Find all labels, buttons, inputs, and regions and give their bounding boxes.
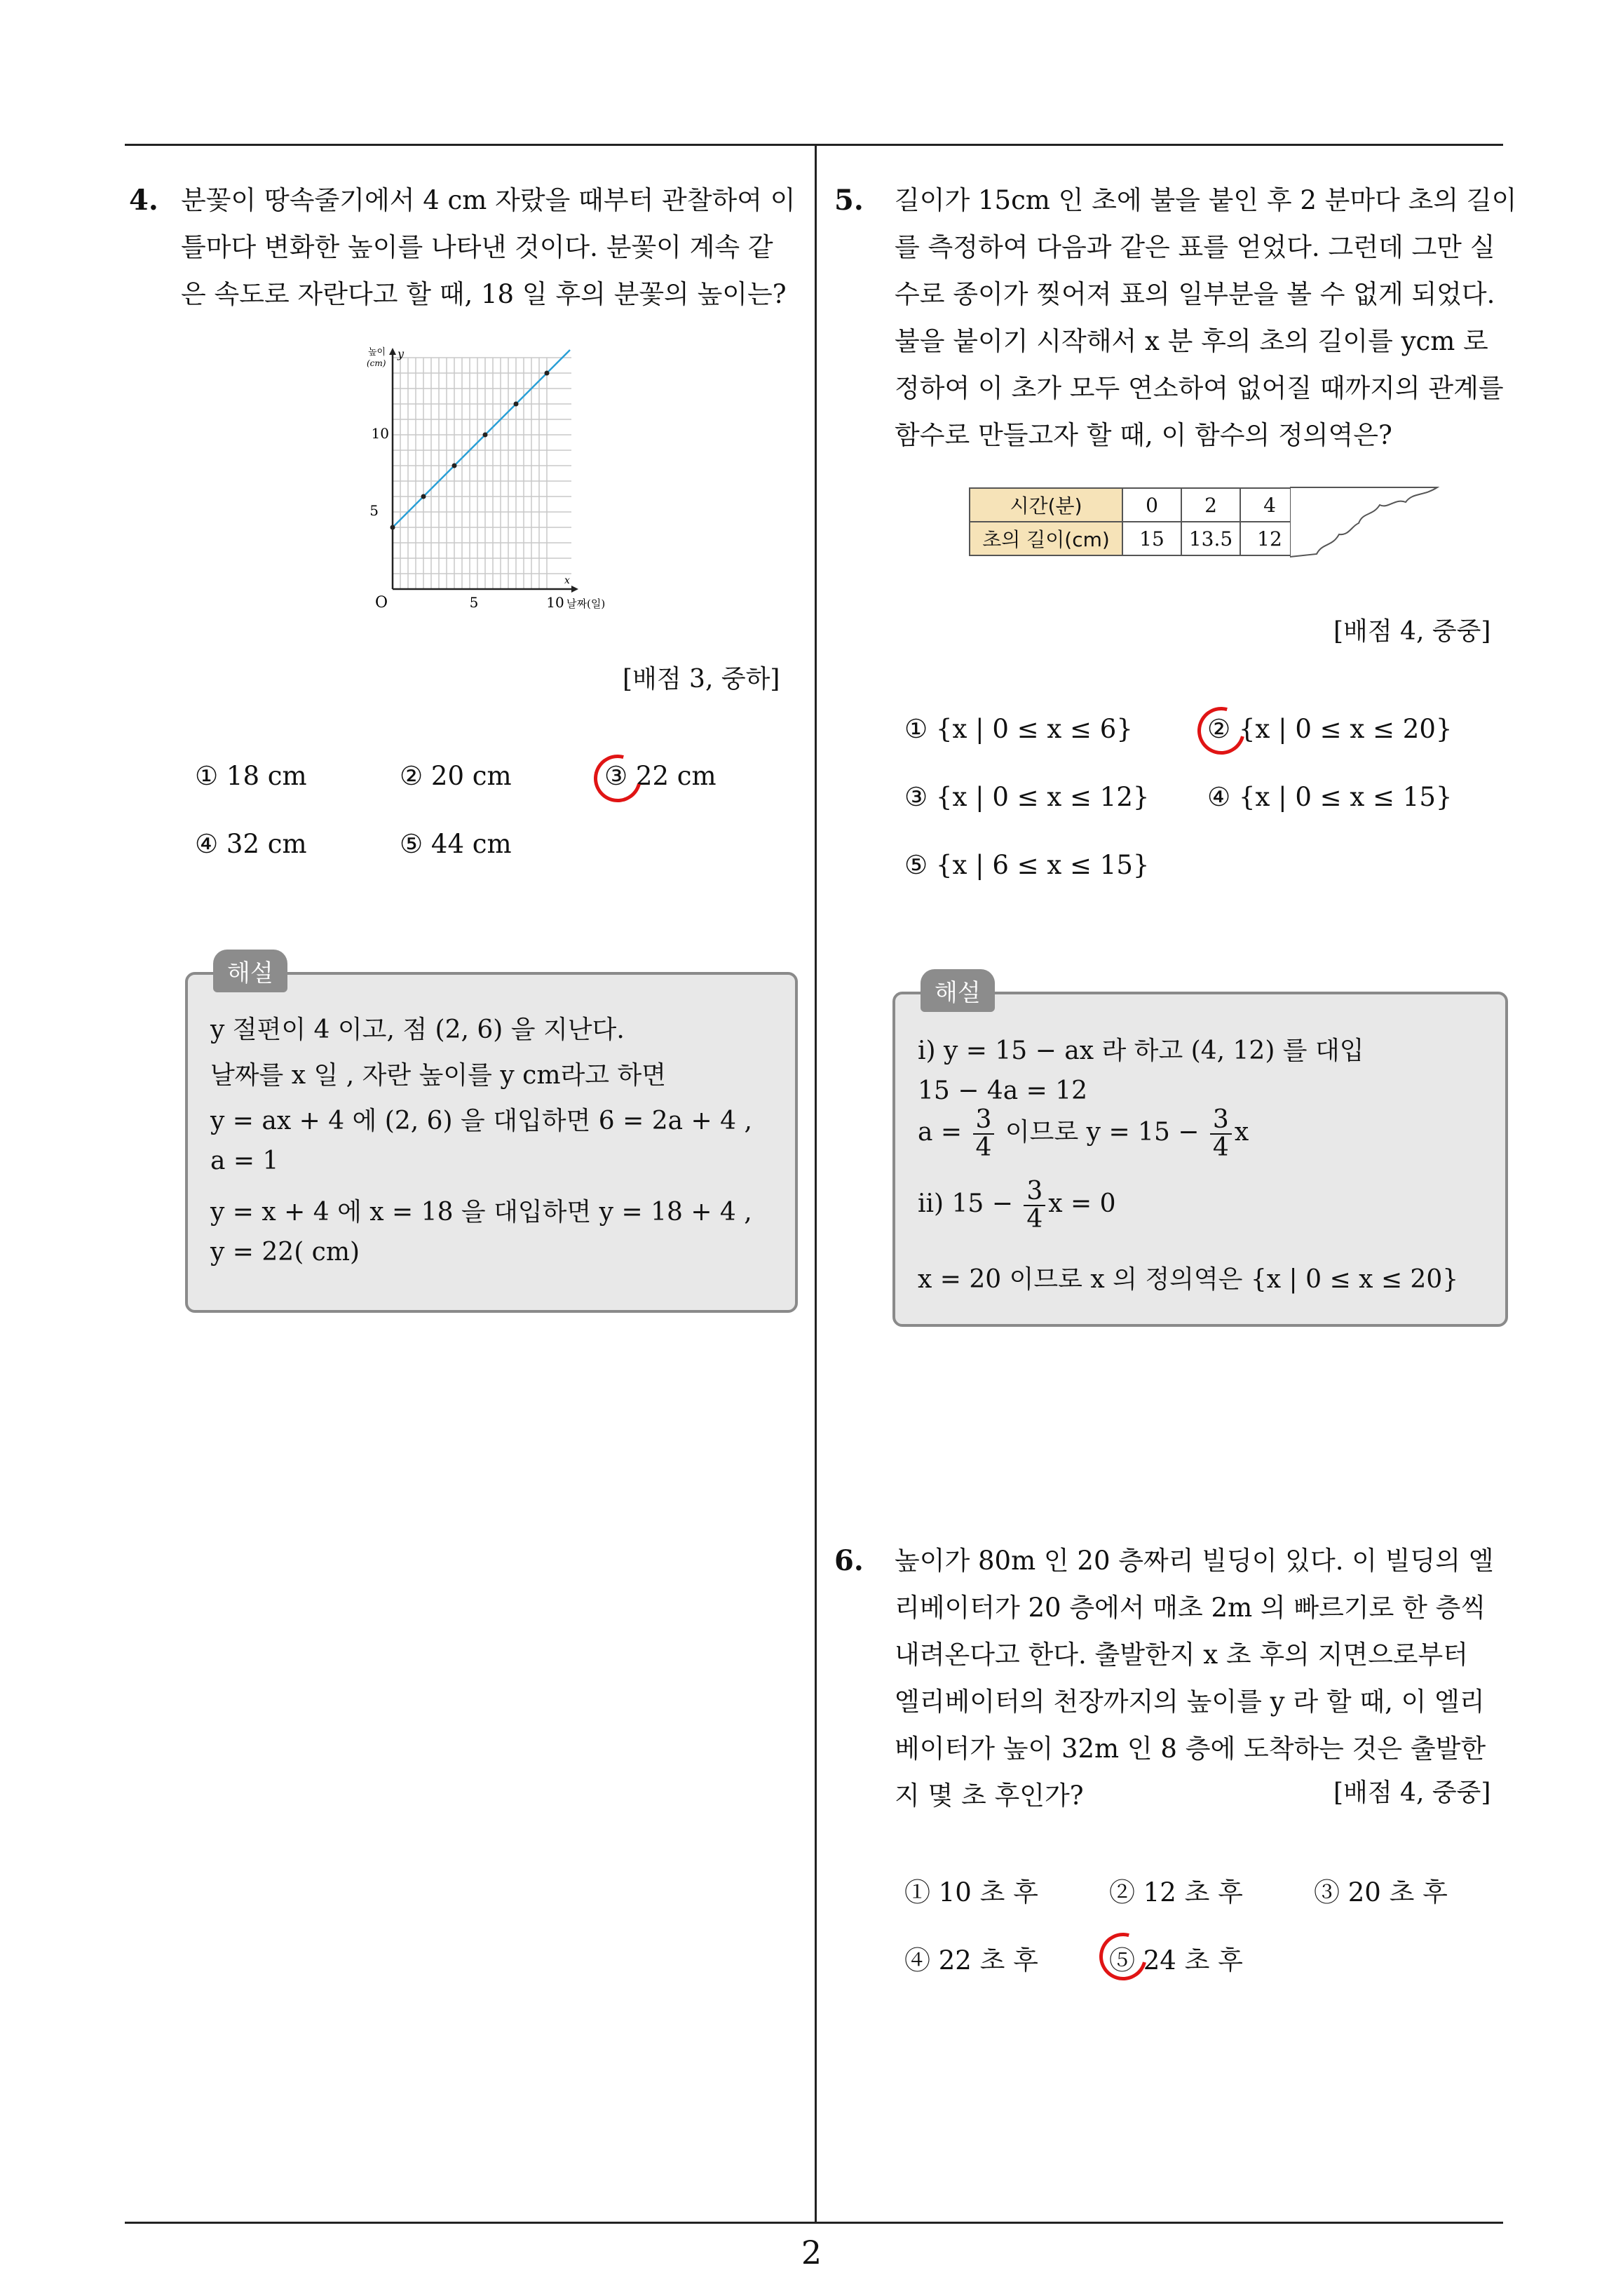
graph-x-label: 날짜(일) (566, 597, 606, 610)
question-5-choice-1[interactable]: ① {x | 0 ≤ x ≤ 6} (904, 714, 1133, 744)
solution-tag: 해설 (213, 950, 287, 992)
question-4-solution-box (185, 959, 798, 1313)
question-4-score: [배점 3, 중하] (623, 665, 780, 694)
column-divider (815, 144, 817, 2222)
question-5-line: 불을 붙이기 시작해서 x 분 후의 초의 길이를 ycm 로 (895, 326, 1488, 356)
question-5-number: 5. (834, 184, 864, 217)
table-cell: 0 (1122, 488, 1181, 522)
question-6-line: 높이가 80m 인 20 층짜리 빌딩이 있다. 이 빌딩의 엘 (895, 1546, 1494, 1576)
graph-y-tick: 10 (371, 425, 389, 442)
graph-y-label: 높이 (368, 347, 386, 358)
graph-grid (393, 358, 571, 589)
question-6-score: [배점 4, 중중] (1333, 1778, 1491, 1807)
fraction-denominator: 4 (975, 1133, 992, 1162)
table-cell: 12 (1240, 522, 1299, 555)
question-5-text (895, 177, 1517, 459)
graph-x-var: x (564, 575, 570, 586)
answer-circle-icon (1091, 1924, 1156, 1990)
question-4-line: 틀마다 변화한 높이를 나타낸 것이다. 분꽃이 계속 같 (181, 232, 773, 262)
solution-line (918, 1178, 1116, 1233)
question-4-choice-5[interactable]: ⑤ 44 cm (400, 829, 512, 859)
question-5-line: 길이가 15cm 인 초에 불을 붙인 후 2 분마다 초의 길이 (895, 185, 1517, 215)
question-6-line: 엘리베이터의 천장까지의 높이를 y 라 할 때, 이 엘리 (895, 1687, 1485, 1717)
solution-line (918, 1107, 1249, 1161)
table-cell: 2 (1181, 488, 1240, 522)
question-6-choice-1[interactable]: ① 10 초 후 (904, 1877, 1038, 1907)
fraction (973, 1107, 995, 1161)
question-6-line: 지 몇 초 후인가? (895, 1781, 1084, 1811)
solution-line: y = ax + 4 에 (2, 6) 을 대입하면 6 = 2a + 4 , (210, 1107, 752, 1135)
solution-line: y 절편이 4 이고, 점 (2, 6) 을 지난다. (210, 1015, 625, 1044)
question-4-text (181, 177, 798, 318)
question-6-choice-3[interactable]: ③ 20 초 후 (1314, 1877, 1448, 1907)
question-6-line: 베이터가 높이 32m 인 8 층에 도착하는 것은 출발한 (895, 1734, 1486, 1764)
question-6-choice-4[interactable]: ④ 22 초 후 (904, 1945, 1038, 1976)
solution-line: y = 22( cm) (210, 1238, 360, 1267)
question-5-choice-5[interactable]: ⑤ {x | 6 ≤ x ≤ 15} (904, 850, 1150, 880)
solution-text: 이므로 y = 15 − (1005, 1117, 1200, 1147)
solution-tag: 해설 (921, 969, 995, 1012)
fraction-numerator: 3 (1024, 1178, 1045, 1206)
question-6-line: 내려온다고 한다. 출발한지 x 초 후의 지면으로부터 (895, 1640, 1469, 1670)
fraction-numerator: 3 (1210, 1107, 1232, 1135)
growth-graph (361, 344, 627, 617)
graph-x-tick: 10 (546, 594, 564, 611)
solution-text: a = (918, 1117, 963, 1147)
answer-circle-icon (585, 746, 651, 811)
x-axis-arrow-icon (571, 586, 578, 593)
answer-circle-icon (1189, 698, 1254, 764)
question-6-choice-2[interactable]: ② 12 초 후 (1109, 1877, 1243, 1907)
question-5-choice-3[interactable]: ③ {x | 0 ≤ x ≤ 12} (904, 782, 1150, 812)
graph-y-tick: 5 (369, 502, 379, 519)
table-head: 시간(분) (970, 488, 1122, 522)
question-6-number: 6. (834, 1544, 864, 1577)
question-5-line: 를 측정하여 다음과 같은 표를 얻었다. 그런데 그만 실 (895, 232, 1495, 262)
question-4-choice-1[interactable]: ① 18 cm (195, 761, 307, 791)
graph-x-tick: 5 (469, 594, 479, 611)
table-cell: 15 (1122, 522, 1181, 555)
question-5-choice-4[interactable]: ④ {x | 0 ≤ x ≤ 15} (1207, 782, 1453, 812)
question-4-choice-4[interactable]: ④ 32 cm (195, 829, 307, 859)
graph-y-unit: (cm) (367, 358, 386, 368)
question-5-line: 정하여 이 초가 모두 연소하여 없어질 때까지의 관계를 (895, 373, 1504, 403)
y-axis-arrow-icon (389, 348, 396, 355)
question-6-line: 리베이터가 20 층에서 매초 2m 의 빠르기로 한 층씩 (895, 1593, 1486, 1623)
question-4-line: 은 속도로 자란다고 할 때, 18 일 후의 분꽃의 높이는? (181, 279, 787, 309)
solution-text: x = 0 (1048, 1189, 1116, 1218)
graph-origin: O (375, 594, 388, 612)
page-number: 2 (801, 2234, 822, 2271)
question-5-choice-2[interactable]: ② {x | 0 ≤ x ≤ 20} (1207, 714, 1453, 744)
solution-line: a = 1 (210, 1147, 279, 1175)
growth-line (393, 350, 570, 527)
solution-line: ⅰ) y = 15 − ax 라 하고 (4, 12) 를 대입 (918, 1036, 1364, 1065)
fraction-denominator: 4 (1026, 1204, 1043, 1234)
question-5-line: 수로 종이가 찢어져 표의 일부분을 볼 수 없게 되었다. (895, 279, 1495, 309)
solution-line: 날짜를 x 일 , 자란 높이를 y cm라고 하면 (210, 1061, 667, 1090)
table-cell: 4 (1240, 488, 1299, 522)
question-4-choice-2[interactable]: ② 20 cm (400, 761, 512, 791)
question-4-number: 4. (129, 184, 158, 217)
question-6-choice-5[interactable]: ⑤ 24 초 후 (1109, 1945, 1243, 1976)
question-4-choice-3[interactable]: ③ 22 cm (604, 761, 717, 791)
top-rule (125, 144, 1503, 146)
question-5-line: 함수로 만들고자 할 때, 이 함수의 정의역은? (895, 420, 1392, 450)
graph-y-var: y (398, 347, 405, 360)
fraction-denominator: 4 (1212, 1133, 1229, 1162)
table-cell: 13.5 (1181, 522, 1240, 555)
fraction (1024, 1178, 1045, 1233)
solution-text: x (1234, 1117, 1249, 1147)
fraction-numerator: 3 (973, 1107, 995, 1135)
solution-line: x = 20 이므로 x 의 정의역은 {x | 0 ≤ x ≤ 20} (918, 1265, 1459, 1294)
solution-line: y = x + 4 에 x = 18 을 대입하면 y = 18 + 4 , (210, 1198, 752, 1227)
bottom-rule (125, 2222, 1503, 2224)
table-head: 초의 길이(cm) (970, 522, 1122, 555)
question-4-line: 분꽃이 땅속줄기에서 4 cm 자랐을 때부터 관찰하여 이 (181, 185, 796, 215)
fraction (1210, 1107, 1232, 1161)
question-5-score: [배점 4, 중중] (1333, 617, 1491, 646)
torn-paper-edge (1290, 484, 1444, 561)
solution-line: 15 − 4a = 12 (918, 1076, 1088, 1105)
question-5-solution-box (892, 979, 1508, 1327)
solution-text: ⅱ) 15 − (918, 1189, 1013, 1218)
